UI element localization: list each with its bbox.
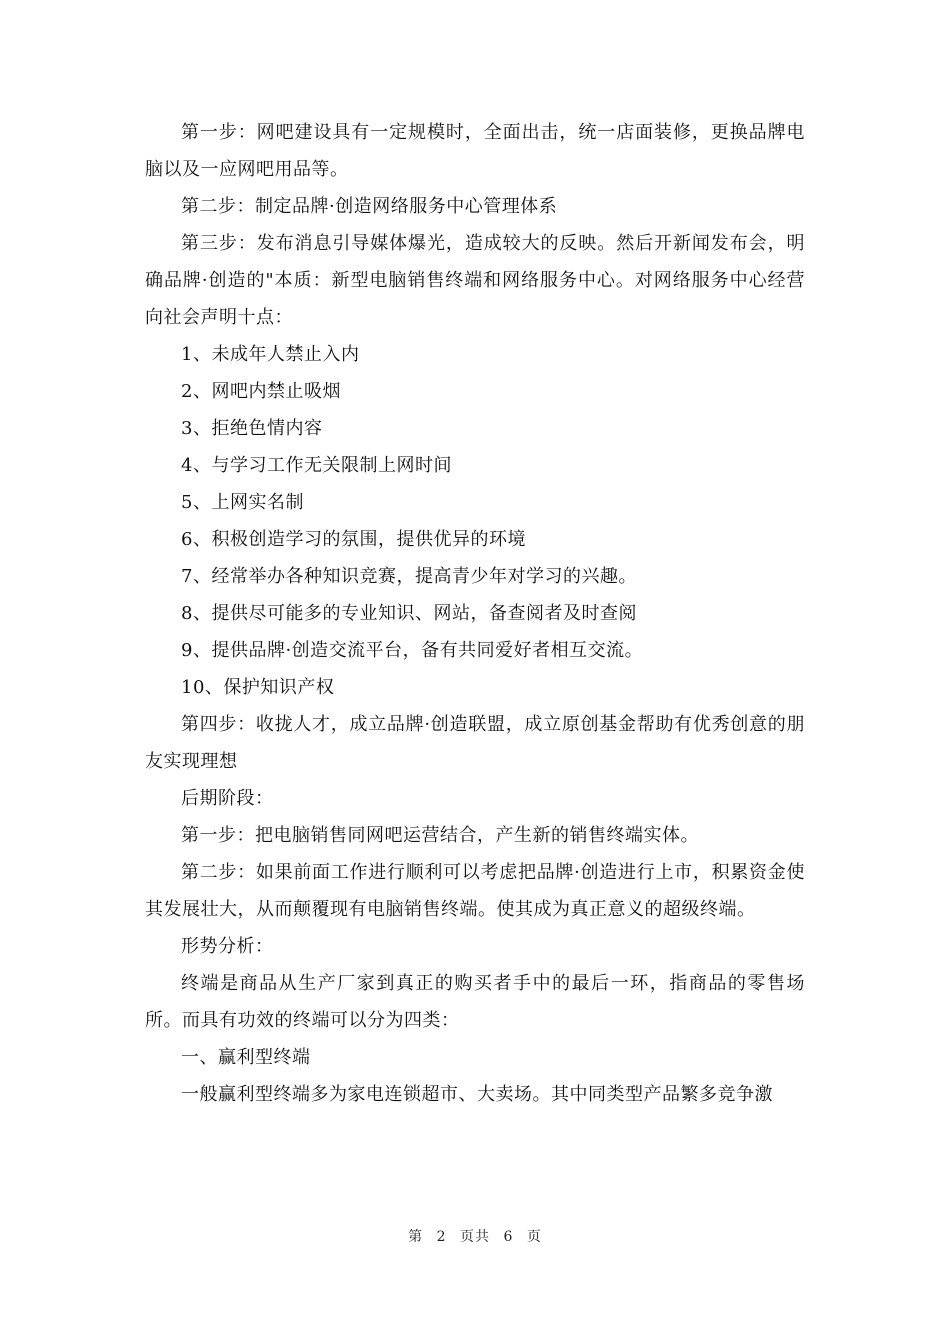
total-page-number: 6	[503, 1229, 514, 1245]
document-body	[145, 114, 805, 1113]
footer-middle: 页共	[460, 1229, 490, 1245]
paragraph: 第一步：网吧建设具有一定规模时，全面出击，统一店面装修，更换品牌电脑以及一应网吧用品等。	[145, 122, 805, 180]
paragraph: 第二步：如果前面工作进行顺利可以考虑把品牌·创造进行上市，积累资金使其发展壮大，从而颠覆现有电脑销售终端。使其成为真正意义的超级终端。	[145, 862, 805, 920]
paragraph: 第四步：收拢人才，成立品牌·创造联盟，成立原创基金帮助有优秀创意的朋友实现理想	[145, 714, 805, 772]
list-item: 4、与学习工作无关限制上网时间	[181, 455, 452, 476]
list-item: 7、经常举办各种知识竞赛，提高青少年对学习的兴趣。	[181, 566, 637, 587]
current-page-number: 2	[436, 1229, 447, 1245]
list-item: 10、保护知识产权	[181, 677, 335, 698]
page-footer	[0, 1226, 950, 1246]
list-item: 1、未成年人禁止入内	[181, 344, 360, 365]
paragraph: 一般赢利型终端多为家电连锁超市、大卖场。其中同类型产品繁多竞争激	[181, 1084, 773, 1105]
paragraph: 终端是商品从生产厂家到真正的购买者手中的最后一环，指商品的零售场所。而具有功效的终端可以分为四类：	[145, 973, 805, 1031]
list-item: 9、提供品牌·创造交流平台，备有共同爱好者相互交流。	[181, 640, 644, 661]
footer-suffix: 页	[526, 1229, 542, 1245]
section-heading: 一、赢利型终端	[181, 1047, 311, 1068]
list-item: 8、提供尽可能多的专业知识、网站，备查阅者及时查阅	[181, 603, 637, 624]
paragraph: 第一步：把电脑销售同网吧运营结合，产生新的销售终端实体。	[181, 825, 699, 846]
paragraph: 第三步：发布消息引导媒体爆光，造成较大的反映。然后开新闻发布会，明确品牌·创造的"本质：新型电脑销售终端和网络服务中心。对网络服务中心经营向社会声明十点：	[145, 233, 805, 328]
footer-prefix: 第	[408, 1229, 424, 1245]
paragraph: 第二步：制定品牌·创造网络服务中心管理体系	[181, 196, 558, 217]
list-item: 6、积极创造学习的氛围，提供优异的环境	[181, 529, 526, 550]
list-item: 5、上网实名制	[181, 492, 304, 513]
section-heading: 形势分析：	[181, 936, 274, 957]
list-item: 3、拒绝色情内容	[181, 418, 323, 439]
list-item: 2、网吧内禁止吸烟	[181, 381, 341, 402]
section-heading: 后期阶段：	[181, 788, 274, 809]
